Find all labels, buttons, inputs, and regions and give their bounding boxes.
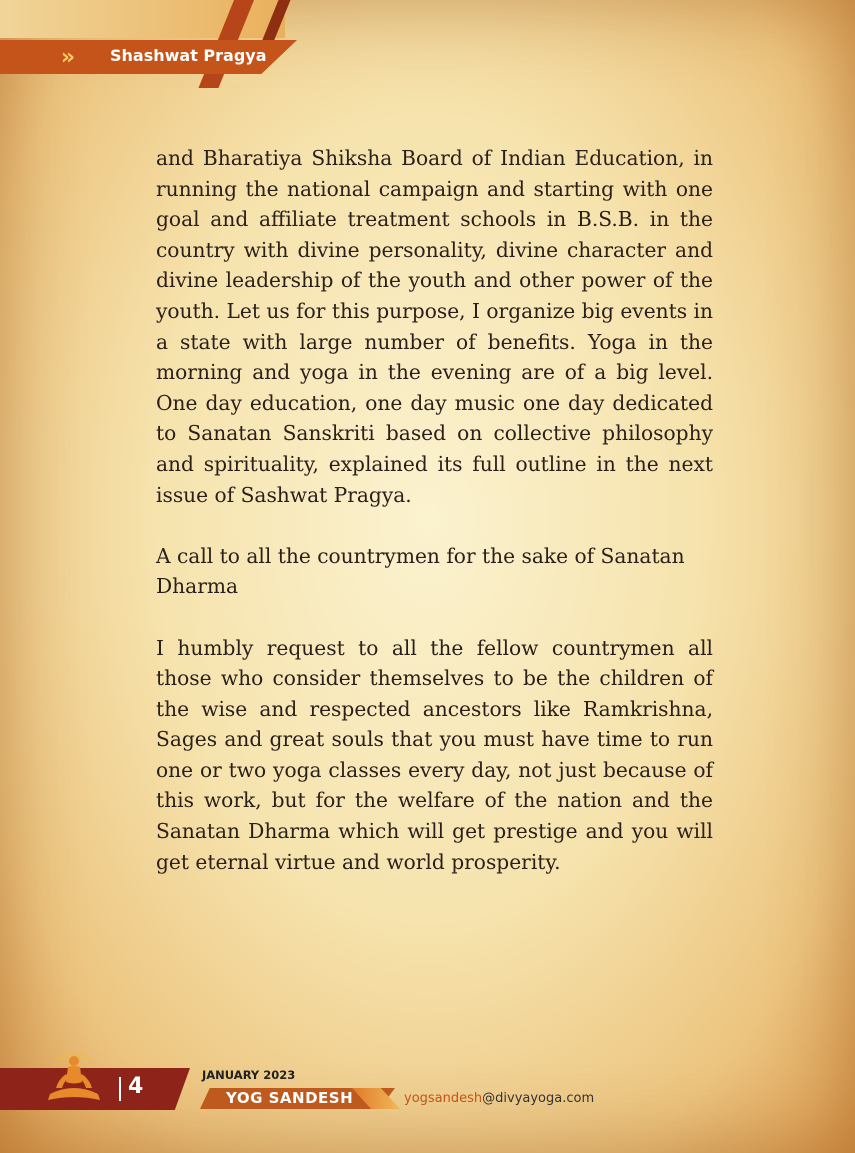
meditating-yogi-icon bbox=[42, 1048, 106, 1110]
double-chevron-right-icon: » bbox=[60, 44, 76, 70]
issue-date: JANUARY 2023 bbox=[202, 1068, 296, 1082]
email-domain: @divyayoga.com bbox=[482, 1091, 595, 1106]
magazine-name: YOG SANDESH bbox=[226, 1089, 354, 1107]
footer-divider bbox=[119, 1077, 121, 1101]
paragraph-heading: A call to all the countrymen for the sake of Sanatan Dharma bbox=[156, 543, 685, 599]
paragraph: and Bharatiya Shiksha Board of Indian Education, in running the national campaign and starting with one goal and affiliate treatment schools in B.S.B. in the country with divine personality, divine character and divine leadership of the youth and other power of the youth. Let us for this purpose, I organize big events in a state with large number of benefits. Yoga in the morning and yoga in the evening are of a big level. One day education, one day music one day dedicated to Sanatan Sanskriti based on collective philosophy and spirituality, explained its full outline in the next issue of Sashwat Pragya. bbox=[156, 146, 713, 507]
section-title: Shashwat Pragya bbox=[110, 46, 267, 65]
email-user: yogsandesh bbox=[404, 1091, 483, 1106]
page-number: 4 bbox=[128, 1074, 144, 1099]
article-body bbox=[156, 143, 713, 877]
paragraph: I humbly request to all the fellow countrymen all those who consider themselves to be the children of the wise and respected ancestors like Ramkrishna, Sages and great souls that you must have time to run one or two yoga classes every day, not just because of this work, but for the welfare of the nation and the Sanatan Dharma which will get prestige and you will get eternal virtue and world prosperity. bbox=[156, 635, 713, 874]
contact-email[interactable] bbox=[404, 1091, 594, 1106]
